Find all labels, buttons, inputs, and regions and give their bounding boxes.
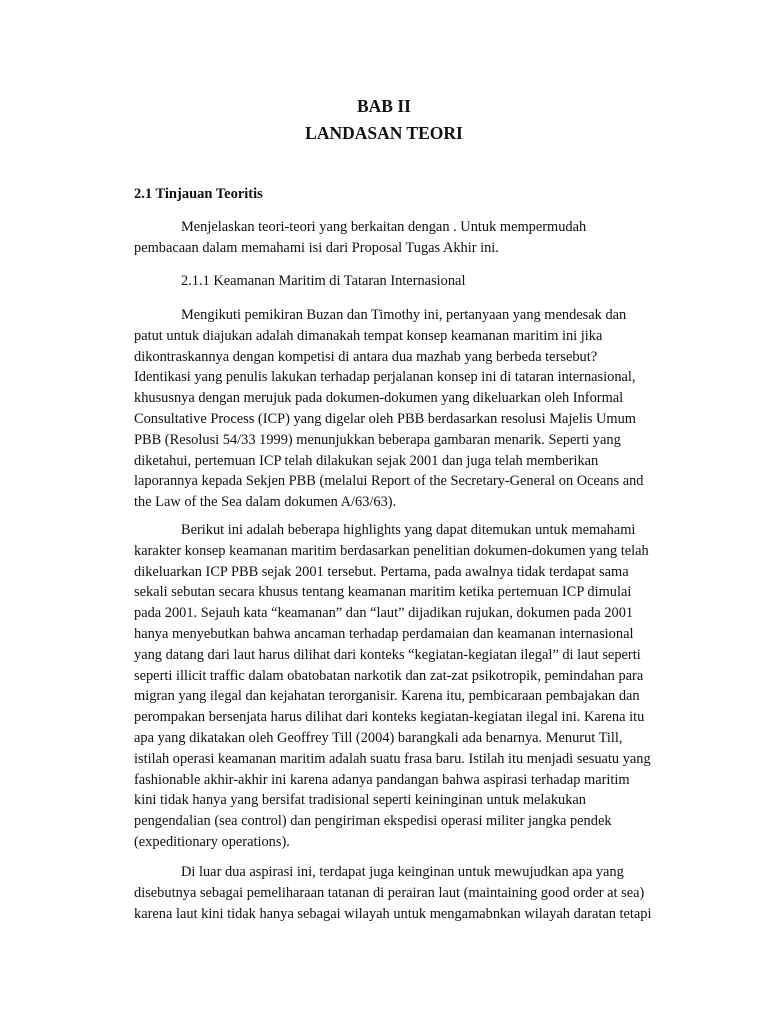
paragraph-line: the Law of the Sea dalam dokumen A/63/63). <box>134 494 397 511</box>
paragraph-line: pengendalian (sea control) dan pengiriman ekspedisi operasi militer jangka pendek <box>134 813 612 830</box>
paragraph-aspirations <box>134 862 676 924</box>
paragraph-highlights <box>134 520 676 853</box>
paragraph-line: istilah operasi keamanan maritim adalah suatu frasa baru. Istilah itu menjadi sesuatu yang <box>134 750 651 767</box>
chapter-number: BAB II <box>357 96 411 116</box>
paragraph-line: migran yang ilegal dan kejahatan terorganisir. Karena itu, pembicaraan pembajakan dan <box>134 688 640 705</box>
paragraph-line: seperti illicit traffic dalam obatobatan narkotik dan zat-zat psikotropik, pemindahan para <box>134 667 644 684</box>
paragraph-line: yang datang dari laut harus dilihat dari konteks “kegiatan-kegiatan ilegal” di laut seperti <box>134 646 641 663</box>
subsection-heading: 2.1.1 Keamanan Maritim di Tataran Internasional <box>181 273 466 289</box>
paragraph-line: apa yang dikatakan oleh Geoffrey Till (2004) barangkali ada benarnya. Menurut Till, <box>134 729 623 746</box>
paragraph-line: dikontraskannya dengan kompetisi di antara dua mazhab yang berbeda tersebut? <box>134 348 598 365</box>
paragraph-line: dikeluarkan ICP PBB sejak 2001 tersebut. Pertama, pada awalnya tidak terdapat sama <box>134 563 629 580</box>
paragraph-line: disebutnya sebagai pemeliharaan tatanan di perairan laut (maintaining good order at sea) <box>134 884 645 901</box>
paragraph-line: laporannya kepada Sekjen PBB (melalui Report of the Secretary-General on Oceans and <box>134 473 644 490</box>
paragraph-line: Menjelaskan teori-teori yang berkaitan dengan . Untuk mempermudah <box>181 219 587 235</box>
paragraph-line: (expeditionary operations). <box>134 833 290 850</box>
paragraph-line: karena laut kini tidak hanya sebagai wilayah untuk mengamabnkan wilayah daratan tetapi <box>134 905 652 922</box>
paragraph-line: Mengikuti pemikiran Buzan dan Timothy ini, pertanyaan yang mendesak dan <box>181 307 627 323</box>
paragraph-line: Di luar dua aspirasi ini, terdapat juga keinginan untuk mewujudkan apa yang <box>181 864 624 880</box>
paragraph-line: hanya menyebutkan bahwa ancaman terhadap perdamaian dan keamanan internasional <box>134 625 634 642</box>
section-heading: 2.1 Tinjauan Teoritis <box>134 186 263 202</box>
chapter-title-block <box>0 93 768 147</box>
paragraph-line: kini tidak hanya yang bersifat tradisional seperti keininginan untuk melakukan <box>134 792 586 809</box>
paragraph-line: diketahui, pertemuan ICP telah dilakukan sejak 2001 dan juga telah memberikan <box>134 452 599 469</box>
paragraph-line: khususnya dengan merujuk pada dokumen-dokumen yang dikeluarkan oleh Informal <box>134 390 624 407</box>
chapter-title: LANDASAN TEORI <box>305 123 463 143</box>
paragraph-intro <box>134 217 676 259</box>
paragraph-line: Identikasi yang penulis lakukan terhadap perjalanan konsep ini di tataran internasional, <box>134 369 636 386</box>
paragraph-line: PBB (Resolusi 54/33 1999) menunjukkan beberapa gambaran menarik. Seperti yang <box>134 431 621 448</box>
paragraph-line: Consultative Process (ICP) yang digelar oleh PBB berdasarkan resolusi Majelis Umum <box>134 410 636 427</box>
paragraph-line: patut untuk diajukan adalah dimanakah tempat konsep keamanan maritim ini jika <box>134 327 603 344</box>
paragraph-line: pembacaan dalam memahami isi dari Proposal Tugas Akhir ini. <box>134 239 499 256</box>
paragraph-line: Berikut ini adalah beberapa highlights yang dapat ditemukan untuk memahami <box>181 522 636 538</box>
paragraph-line: fashionable akhir-akhir ini karena adanya pandangan bahwa aspirasi terhadap maritim <box>134 771 630 788</box>
paragraph-line: perompakan bersenjata harus dilihat dari konteks kegiatan-kegiatan ilegal ini. Karena itu <box>134 709 645 726</box>
paragraph-icp <box>134 305 676 513</box>
paragraph-line: pada 2001. Sejauh kata “keamanan” dan “laut” dijadikan rujukan, dokumen pada 2001 <box>134 605 634 622</box>
paragraph-line: sekali sebutan secara khusus tentang keamanan maritim ketika pertemuan ICP dimulai <box>134 584 632 601</box>
paragraph-line: karakter konsep keamanan maritim berdasarkan penelitian dokumen-dokumen yang telah <box>134 542 649 559</box>
